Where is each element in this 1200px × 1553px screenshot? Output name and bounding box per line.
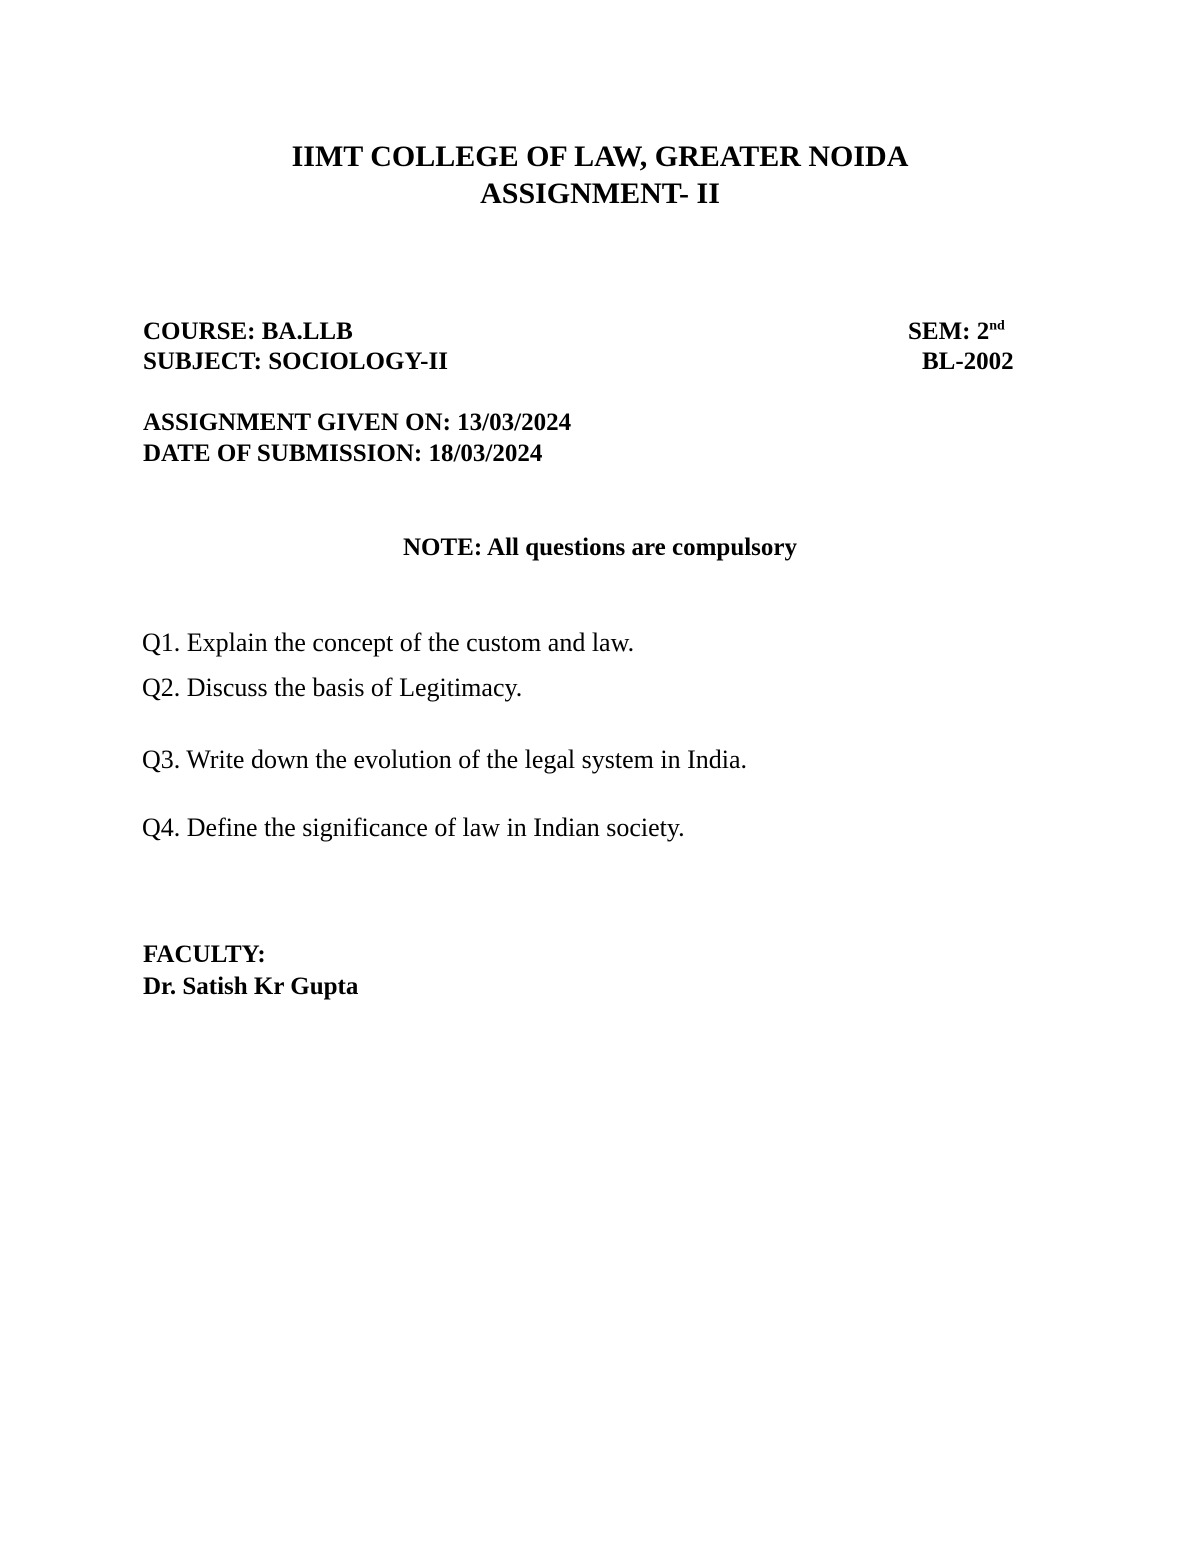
assignment-given-date: ASSIGNMENT GIVEN ON: 13/03/2024	[143, 409, 572, 436]
semester-label	[908, 317, 1005, 347]
assignment-subtitle: ASSIGNMENT- II	[480, 177, 720, 210]
submission-date: DATE OF SUBMISSION: 18/03/2024	[143, 440, 543, 467]
course-row	[143, 317, 1057, 347]
subject-row	[143, 347, 1057, 377]
faculty-name: Dr. Satish Kr Gupta	[143, 973, 359, 1000]
subject-label: SUBJECT: SOCIOLOGY-II	[143, 348, 448, 375]
semester-ordinal-suffix: nd	[989, 318, 1005, 334]
note-text: NOTE: All questions are compulsory	[402, 534, 798, 561]
question-item-4: Q4. Define the significance of law in Indian society.	[142, 813, 685, 842]
question-item-3: Q3. Write down the evolution of the legal system in India.	[142, 745, 748, 774]
faculty-label: FACULTY:	[143, 941, 266, 968]
semester-value: SEM: 2	[908, 318, 990, 345]
question-item-1: Q1. Explain the concept of the custom and law.	[142, 628, 635, 657]
subject-code-label: BL-2002	[922, 348, 1014, 375]
course-label: COURSE: BA.LLB	[143, 318, 353, 345]
page-title: IIMT COLLEGE OF LAW, GREATER NOIDA	[291, 140, 909, 173]
document-header	[143, 138, 1057, 212]
course-meta-block	[143, 317, 1057, 377]
faculty-block	[143, 939, 358, 1003]
dates-block	[143, 407, 571, 469]
question-item-2: Q2. Discuss the basis of Legitimacy.	[142, 673, 523, 702]
